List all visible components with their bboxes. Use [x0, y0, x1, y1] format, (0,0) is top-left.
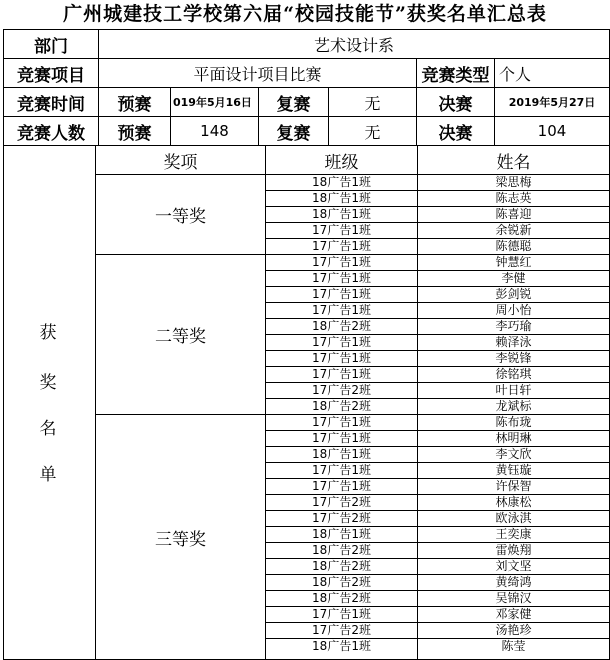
final-date: 2019年5月27日	[494, 87, 610, 116]
prelim-count: 148	[170, 116, 258, 145]
table-row	[0, 238, 610, 254]
col-name-header: 姓名	[417, 145, 610, 174]
table-row	[0, 398, 610, 414]
name-cell: 梁思梅	[417, 174, 610, 190]
table-row	[0, 622, 610, 638]
table-row	[0, 302, 610, 318]
table-row	[0, 318, 610, 334]
table-row	[0, 542, 610, 558]
name-cell: 许保智	[417, 478, 610, 494]
table-title: 广州城建技工学校第六届“校园技能节”获奖名单汇总表	[63, 3, 547, 25]
final-time-label: 决赛	[416, 87, 494, 116]
side-label-char: 获	[39, 323, 57, 343]
time-label: 竞赛时间	[3, 87, 98, 116]
prelim-count-label: 预赛	[98, 116, 170, 145]
type-label: 竞赛类型	[416, 58, 494, 87]
side-label-char: 奖	[39, 373, 57, 393]
class-cell: 17广告1班	[265, 366, 417, 382]
class-cell: 18广告1班	[265, 526, 417, 542]
name-cell: 林康松	[417, 494, 610, 510]
name-cell: 黄钰璇	[417, 462, 610, 478]
class-cell: 18广告1班	[265, 174, 417, 190]
class-cell: 17广告1班	[265, 606, 417, 622]
table-row	[0, 270, 610, 286]
name-cell: 李锐锋	[417, 350, 610, 366]
name-cell: 李巧瑜	[417, 318, 610, 334]
col-award-header: 奖项	[95, 145, 265, 174]
class-cell: 17广告1班	[265, 270, 417, 286]
class-cell: 18广告2班	[265, 590, 417, 606]
award-first-prize: 一等奖	[95, 174, 265, 254]
side-label-char: 单	[39, 465, 57, 485]
prelim-date: 019年5月16日	[170, 87, 258, 116]
table-row	[0, 366, 610, 382]
class-cell: 17广告1班	[265, 430, 417, 446]
class-cell: 18广告2班	[265, 318, 417, 334]
class-cell: 17广告1班	[265, 222, 417, 238]
item-label: 竞赛项目	[3, 58, 98, 87]
table-row	[0, 574, 610, 590]
name-cell: 王奕康	[417, 526, 610, 542]
class-cell: 18广告2班	[265, 558, 417, 574]
table-row	[0, 510, 610, 526]
count-label: 竞赛人数	[3, 116, 98, 145]
table-row	[0, 382, 610, 398]
table-row	[0, 222, 610, 238]
name-cell: 陈布珑	[417, 414, 610, 430]
class-cell: 18广告2班	[265, 542, 417, 558]
item-value: 平面设计项目比赛	[98, 58, 416, 87]
name-cell: 钟慧红	[417, 254, 610, 270]
class-cell: 17广告1班	[265, 334, 417, 350]
dept-label: 部门	[3, 29, 98, 58]
final-count: 104	[494, 116, 610, 145]
second-count-label: 复赛	[258, 116, 328, 145]
award-third-prize: 三等奖	[95, 414, 265, 660]
name-cell: 徐铭琪	[417, 366, 610, 382]
type-value: 个人	[494, 58, 610, 87]
name-cell: 李文欣	[417, 446, 610, 462]
table-row	[0, 446, 610, 462]
class-cell: 17广告1班	[265, 462, 417, 478]
table-row	[0, 334, 610, 350]
class-cell: 18广告1班	[265, 638, 417, 660]
table-row	[0, 558, 610, 574]
class-cell: 18广告2班	[265, 398, 417, 414]
final-count-label: 决赛	[416, 116, 494, 145]
table-row	[0, 526, 610, 542]
name-cell: 欧泳淇	[417, 510, 610, 526]
table-row	[0, 430, 610, 446]
table-row	[0, 414, 610, 430]
col-class-header: 班级	[265, 145, 417, 174]
table-row	[0, 190, 610, 206]
name-cell: 汤艳珍	[417, 622, 610, 638]
table-row	[0, 286, 610, 302]
award-second-prize: 二等奖	[95, 254, 265, 414]
class-cell: 17广告2班	[265, 494, 417, 510]
table-row	[0, 590, 610, 606]
side-label-char: 名	[39, 419, 57, 439]
name-cell: 陈志英	[417, 190, 610, 206]
prelim-time-label: 预赛	[98, 87, 170, 116]
table-row	[0, 350, 610, 366]
class-cell: 17广告2班	[265, 382, 417, 398]
name-cell: 陈莹	[417, 638, 610, 660]
class-cell: 17广告1班	[265, 286, 417, 302]
name-cell: 陈喜迎	[417, 206, 610, 222]
class-cell: 17广告1班	[265, 350, 417, 366]
class-cell: 18广告1班	[265, 190, 417, 206]
class-cell: 17广告1班	[265, 254, 417, 270]
dept-value: 艺术设计系	[98, 29, 610, 58]
class-cell: 17广告1班	[265, 478, 417, 494]
table-row	[0, 478, 610, 494]
name-cell: 余锐新	[417, 222, 610, 238]
name-cell: 雷焕翔	[417, 542, 610, 558]
name-cell: 吴锦汉	[417, 590, 610, 606]
name-cell: 刘文坚	[417, 558, 610, 574]
table-row	[0, 174, 610, 190]
class-cell: 17广告1班	[265, 414, 417, 430]
class-cell: 18广告1班	[265, 446, 417, 462]
name-cell: 黄绮鸿	[417, 574, 610, 590]
table-row	[0, 606, 610, 622]
table-row	[0, 462, 610, 478]
table-row	[0, 206, 610, 222]
name-cell: 彭剑锐	[417, 286, 610, 302]
class-cell: 17广告1班	[265, 238, 417, 254]
class-cell: 17广告2班	[265, 622, 417, 638]
name-cell: 周小怡	[417, 302, 610, 318]
name-cell: 叶日轩	[417, 382, 610, 398]
name-cell: 陈德聪	[417, 238, 610, 254]
name-cell: 赖泽泳	[417, 334, 610, 350]
name-cell: 龙斌标	[417, 398, 610, 414]
class-cell: 17广告1班	[265, 302, 417, 318]
name-cell: 李健	[417, 270, 610, 286]
name-cell: 邓家健	[417, 606, 610, 622]
class-cell: 18广告2班	[265, 574, 417, 590]
table-row	[0, 254, 610, 270]
table-row	[0, 638, 610, 660]
second-date: 无	[328, 87, 416, 116]
second-count: 无	[328, 116, 416, 145]
name-cell: 林明琳	[417, 430, 610, 446]
class-cell: 18广告1班	[265, 206, 417, 222]
class-cell: 17广告2班	[265, 510, 417, 526]
second-time-label: 复赛	[258, 87, 328, 116]
table-row	[0, 494, 610, 510]
